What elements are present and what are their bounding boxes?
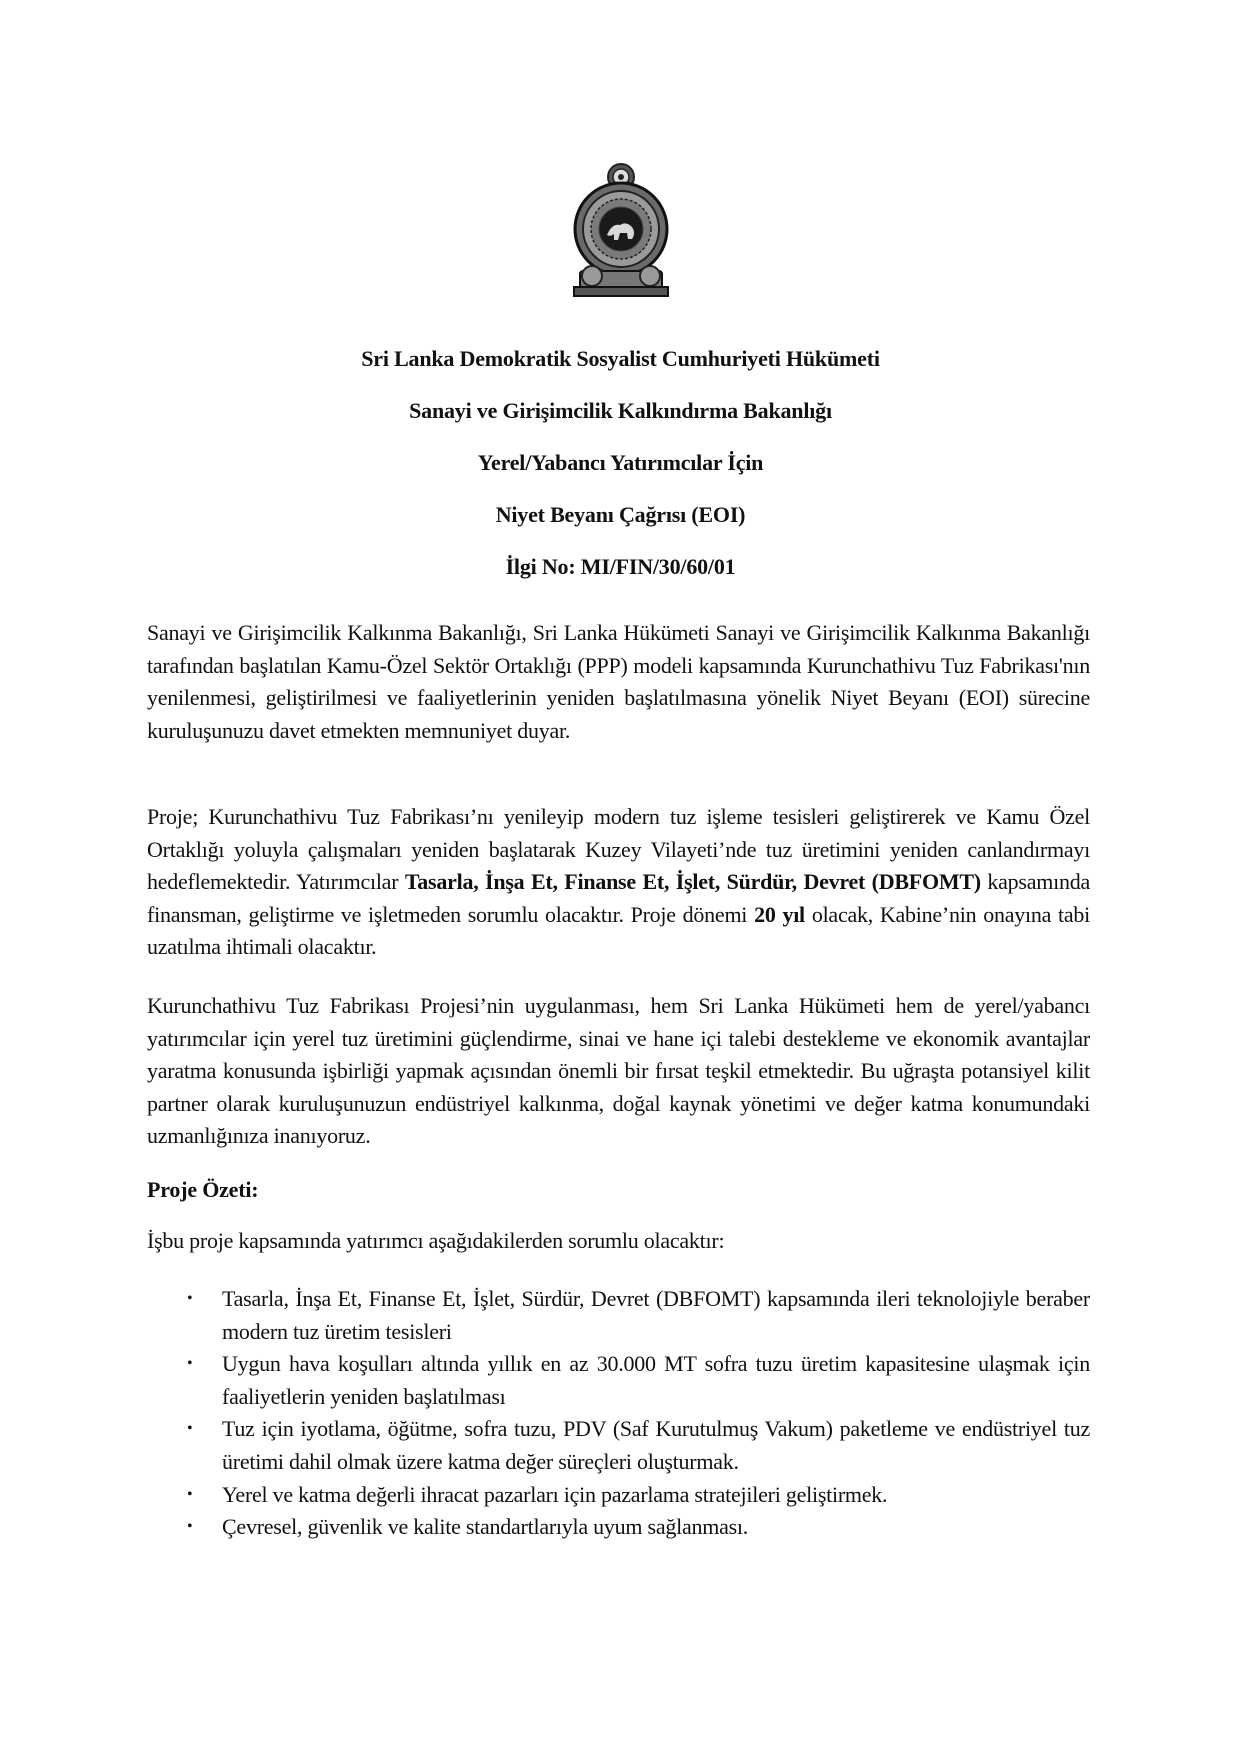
paragraph-project-goal (147, 801, 1090, 964)
bullet-icon: • (187, 1420, 193, 1438)
paragraph-text: Kurunchathivu Tuz Fabrikası Projesi’nin uygulanması, hem Sri Lanka Hükümeti hem de yerel/yabancı yatırımcılar için yerel tuz üretimini güçlendirme, sinai ve hane içi talebi destekleme ve ekonomik avantajlar yaratma konusunda işbirliği yapmak açısından önemli bir fırsat teşkil etmektedir. Bu uğraşta potansiyel kilit partner olarak kuruluşunuzun endüstriyel kalkınma, doğal kaynak yönetimi ve değer katma konumundaki uzmanlığınıza inanıyoruz. (147, 993, 1090, 1149)
paragraph-opportunity (147, 990, 1090, 1153)
list-item (147, 1413, 1090, 1478)
government-title: Sri Lanka Demokratik Sosyalist Cumhuriyeti Hükümeti (361, 346, 880, 371)
bold-text-dbfomt: Tasarla, İnşa Et, Finanse Et, İşlet, Sürdür, Devret (DBFOMT) (404, 869, 981, 895)
list-item-text: Tasarla, İnşa Et, Finanse Et, İşlet, Sürdür, Devret (DBFOMT) kapsamında ileri teknolojiyle beraber modern tuz üretim tesisleri (222, 1286, 1090, 1344)
paragraph-text (147, 801, 1090, 964)
text-run: kapsamında finansman, geliştirme ve işletmeden sorumlu olacaktır. Proje dönemi (147, 869, 1090, 927)
document-header (0, 346, 1241, 606)
bullet-icon: • (187, 1518, 193, 1536)
sri-lanka-national-emblem-icon (562, 163, 680, 298)
list-item (147, 1348, 1090, 1413)
reference-number: İlgi No: MI/FIN/30/60/01 (505, 554, 736, 579)
section-heading-project-summary: Proje Özeti: (147, 1177, 259, 1202)
audience-title: Yerel/Yabancı Yatırımcılar İçin (477, 450, 764, 475)
paragraph-text: Sanayi ve Girişimcilik Kalkınma Bakanlığı, Sri Lanka Hükümeti Sanayi ve Girişimcilik Kalkınma Bakanlığı tarafından başlatılan Kamu-Özel Sektör Ortaklığı (PPP) modeli kapsamında Kurunchathivu Tuz Fabrikası'nın yenilenmesi, geliştirilmesi ve faaliyetlerinin yeniden başlatılmasına yönelik Niyet Beyanı (EOI) sürecine kuruluşunuzu davet etmekten memnuniyet duyar. (147, 620, 1090, 743)
list-item (147, 1511, 1090, 1544)
paragraph-invitation (147, 617, 1090, 747)
text-run: olacak, Kabine’nin onayına tabi uzatılma ihtimali olacaktır. (147, 901, 1090, 960)
list-item-text: Çevresel, güvenlik ve kalite standartlarıyla uyum sağlanması. (222, 1514, 749, 1540)
list-item (147, 1479, 1090, 1512)
summary-intro: İşbu proje kapsamında yatırımcı aşağıdakilerden sorumlu olacaktır: (147, 1228, 725, 1253)
bullet-icon: • (187, 1485, 193, 1503)
list-item-text: Uygun hava koşulları altında yıllık en az 30.000 MT sofra tuzu üretim kapasitesine ulaşmak için faaliyetlerin yeniden başlatılması (222, 1351, 1090, 1409)
list-item-text: Tuz için iyotlama, öğütme, sofra tuzu, PDV (Saf Kurutulmuş Vakum) paketleme ve endüstriyel tuz üretimi dahil olmak üzere katma değer süreçleri oluşturmak. (222, 1416, 1090, 1474)
bullet-icon: • (187, 1355, 193, 1373)
document-title: Niyet Beyanı Çağrısı (EOI) (495, 502, 746, 527)
bold-text-duration: 20 yıl (754, 901, 805, 927)
ministry-title: Sanayi ve Girişimcilik Kalkındırma Bakanlığı (409, 398, 832, 423)
list-item-text: Yerel ve katma değerli ihracat pazarları için pazarlama stratejileri geliştirmek. (222, 1481, 888, 1507)
list-item (147, 1283, 1090, 1348)
text-run: Proje; Kurunchathivu Tuz Fabrikası’nı yenileyip modern tuz işleme tesisleri geliştirerek ve Kamu Özel Ortaklığı yoluyla çalışmaları yeniden başlatarak Kuzey Vilayeti’nde tuz üretimini yeniden canlandırmayı hedeflemektedir. Yatırımcılar (147, 804, 1090, 895)
summary-bullet-list (147, 1283, 1090, 1544)
bullet-icon: • (187, 1290, 193, 1307)
